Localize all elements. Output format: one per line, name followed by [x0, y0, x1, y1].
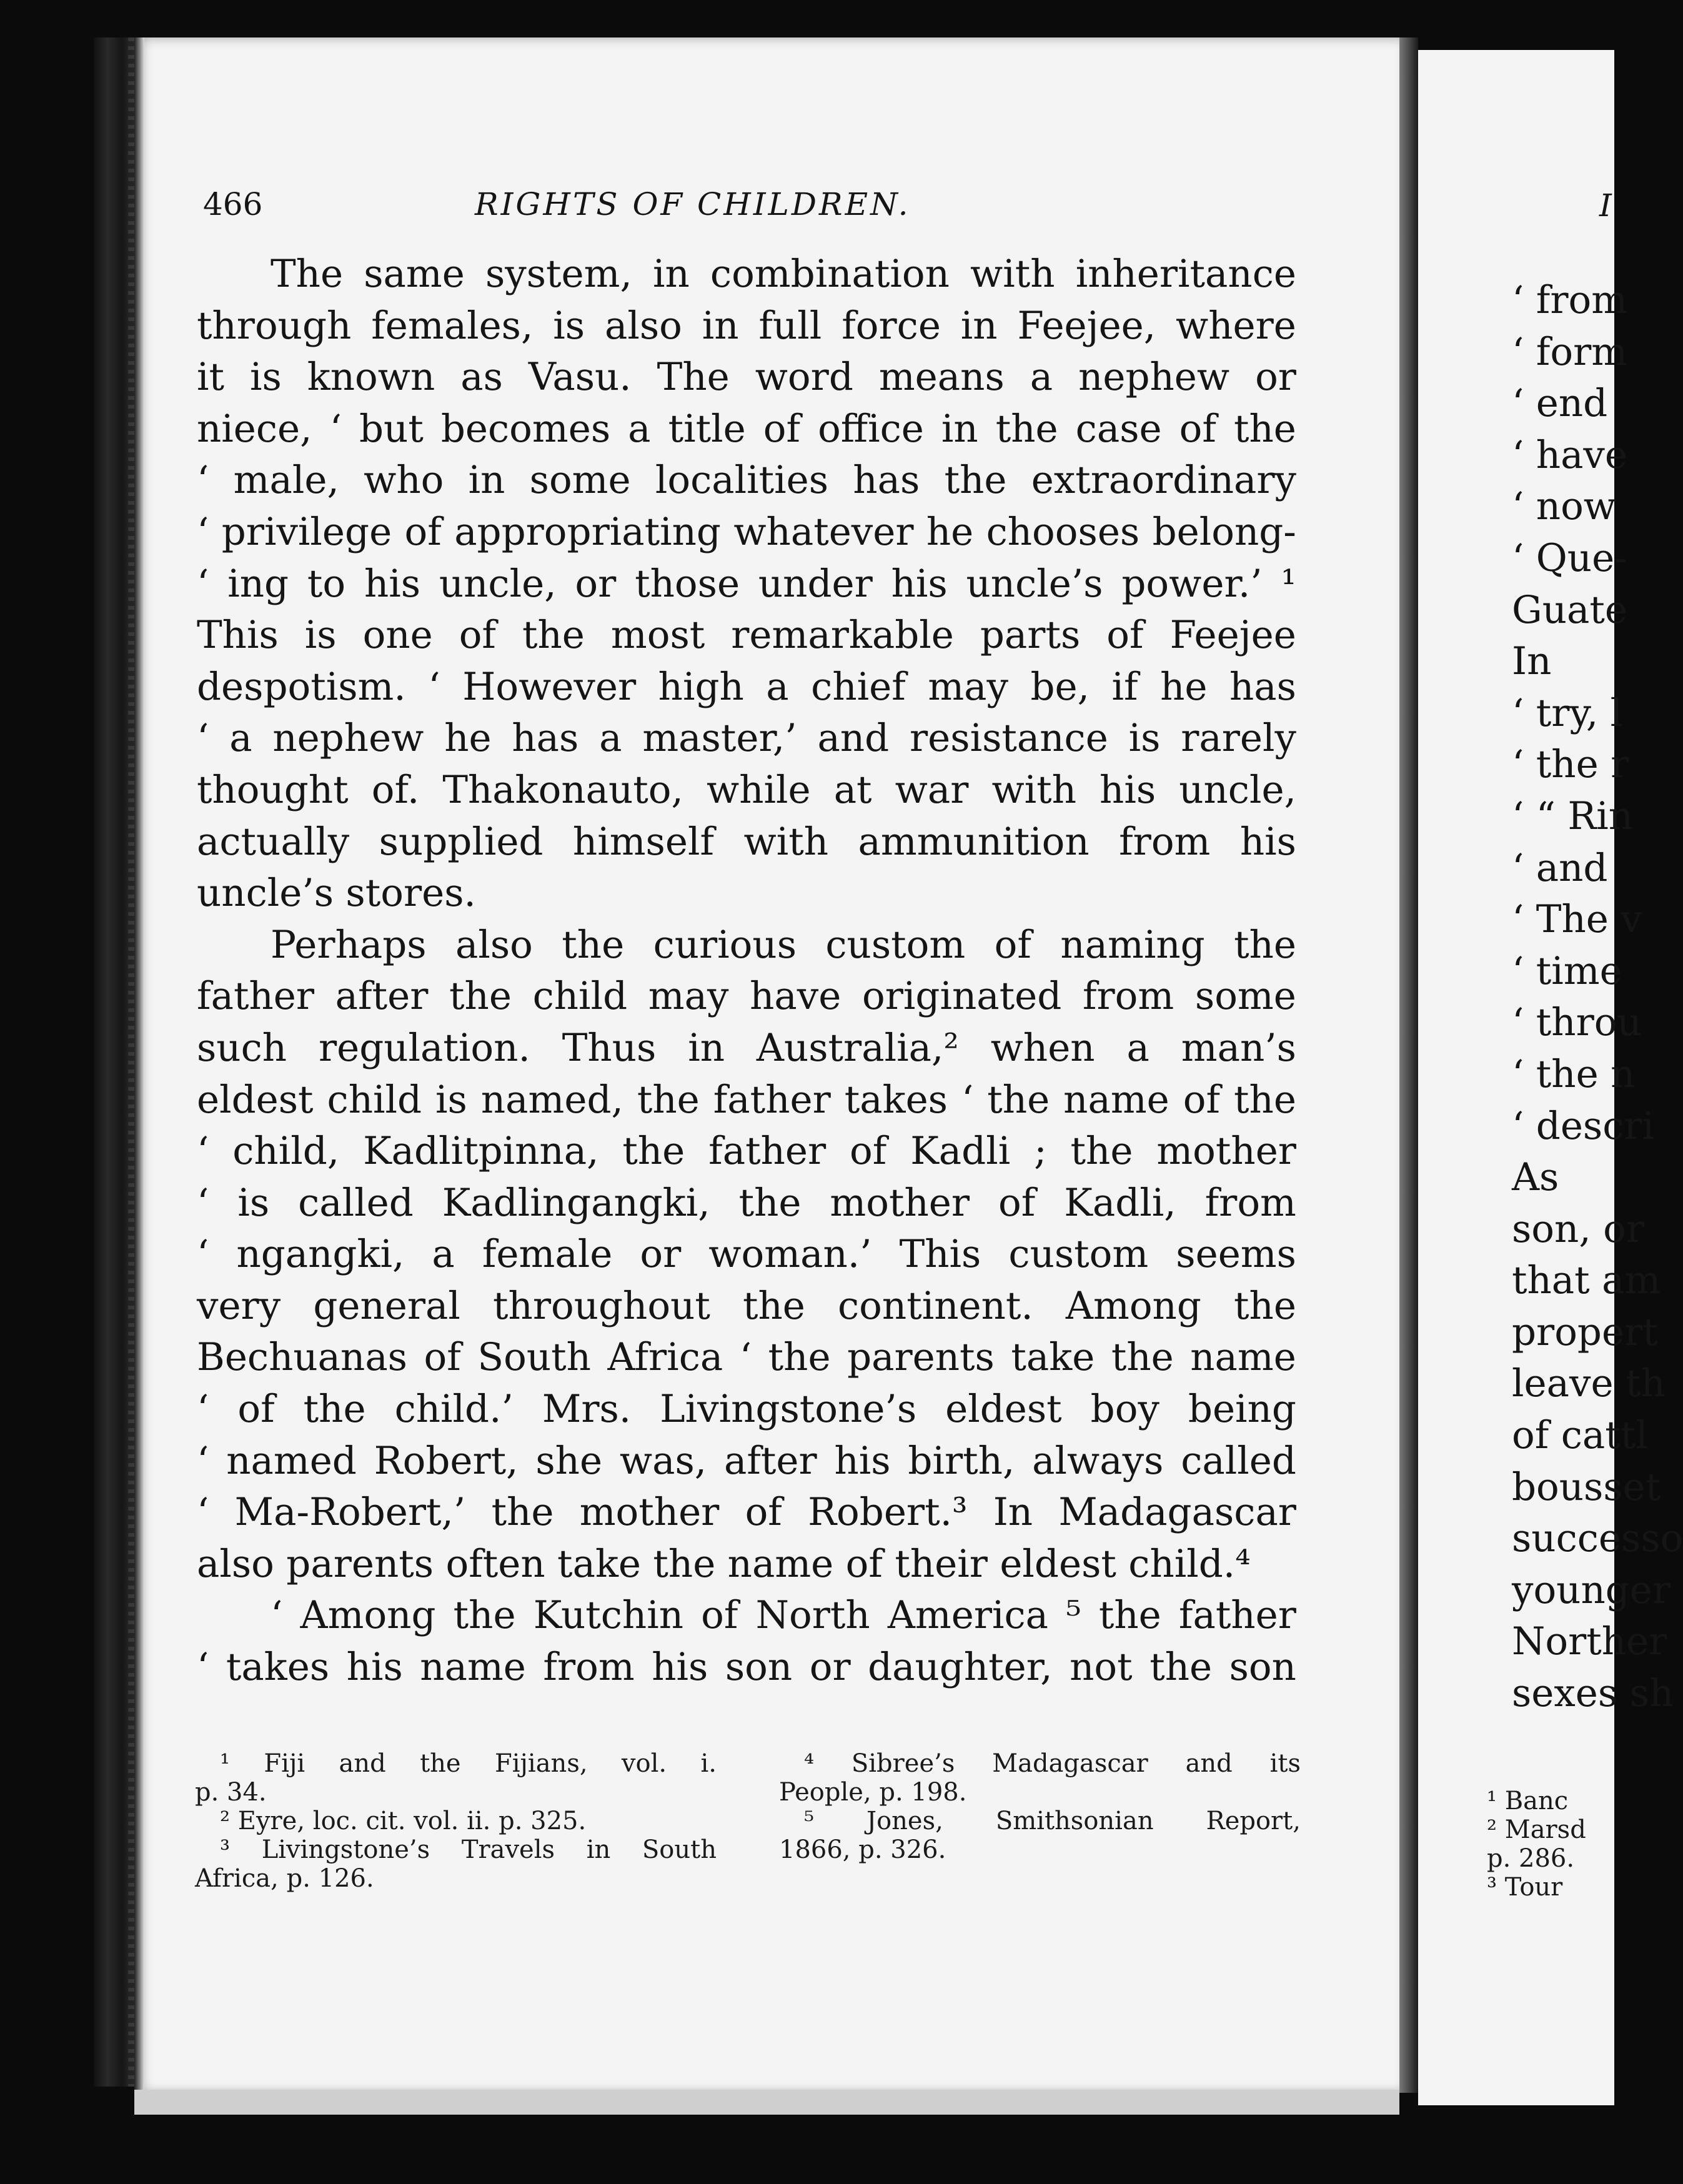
text-line: ‘ child, Kadlitpinna, the father of Kadli ; the mother — [197, 1129, 1296, 1174]
text-line: also parents often take the name of their eldest child.⁴ — [197, 1541, 1251, 1586]
text-line: actually supplied himself with ammunition from his — [197, 819, 1296, 864]
footnote-line: People, p. 198. — [779, 1778, 967, 1807]
right-page-line: ‘ time — [1512, 948, 1622, 993]
right-page-line: of cattl — [1512, 1413, 1648, 1458]
right-page-footnotes — [1487, 1787, 1586, 1902]
right-page-line: ‘ The v — [1512, 897, 1642, 942]
text-line: ‘ a nephew he has a master,’ and resistance is rarely — [197, 716, 1296, 761]
text-line: ‘ Among the Kutchin of North America ⁵ the father — [271, 1593, 1296, 1638]
right-page-header: I — [1599, 187, 1612, 224]
footnote-line: ³ Livingstone’s Travels in South — [220, 1835, 717, 1864]
text-line: ‘ ngangki, a female or woman.’ This custom seems — [197, 1232, 1296, 1277]
book-gutter — [1399, 37, 1418, 2093]
page-bottom-edge — [134, 2090, 1399, 2115]
text-line: thought of. Thakonauto, while at war with his uncle, — [197, 767, 1296, 812]
footnote-column-right — [779, 1749, 1301, 1893]
right-page-line: younger — [1512, 1567, 1671, 1612]
right-page-line: Guate — [1512, 587, 1627, 632]
text-line: The same system, in combination with inheritance — [271, 252, 1296, 296]
right-page-line: bousset — [1512, 1464, 1661, 1509]
right-page-footnote-line: ¹ Banc — [1487, 1787, 1569, 1815]
right-page-line: successo — [1512, 1516, 1683, 1561]
right-page-line: As — [1512, 1155, 1559, 1200]
text-line: ‘ takes his name from his son or daughter, not the son — [197, 1645, 1296, 1690]
footnote-column-left — [195, 1749, 717, 1893]
right-page-line: ‘ “ Rin — [1512, 793, 1634, 838]
right-page-line: son, or — [1512, 1206, 1644, 1251]
footnotes — [195, 1749, 1301, 1893]
text-line: Bechuanas of South Africa ‘ the parents take the name — [197, 1335, 1296, 1380]
body-text — [197, 249, 1296, 1694]
right-page-line: ‘ end — [1512, 381, 1608, 426]
right-page-line: sexes sh — [1512, 1671, 1674, 1716]
text-line: ‘ ing to his uncle, or those under his uncle’s power.’ ¹ — [197, 561, 1296, 606]
footnote-line: ² Eyre, loc. cit. vol. ii. p. 325. — [220, 1807, 587, 1835]
footnote-line: ¹ Fiji and the Fijians, vol. i. — [220, 1749, 717, 1778]
text-line: it is known as Vasu. The word means a nephew or — [197, 355, 1296, 400]
right-page-text — [1512, 275, 1683, 1720]
right-page-line: ‘ from — [1512, 278, 1628, 322]
right-page-footnote-line: ³ Tour — [1487, 1873, 1563, 1902]
text-line: ‘ of the child.’ Mrs. Livingstone’s eldest boy being — [197, 1387, 1296, 1432]
right-page-line: ‘ Que- — [1512, 535, 1627, 580]
right-page-line: ‘ have — [1512, 432, 1627, 477]
right-page-line: Norther — [1512, 1619, 1667, 1664]
right-page-line: ‘ the r — [1512, 742, 1629, 787]
footnote-line: p. 34. — [195, 1778, 267, 1807]
text-line: uncle’s stores. — [197, 871, 476, 916]
text-line: despotism. ‘ However high a chief may be, if he has — [197, 664, 1296, 709]
text-line: ‘ Ma-Robert,’ the mother of Robert.³ In Madagascar — [197, 1490, 1296, 1535]
text-line: eldest child is named, the father takes ‘ the name of the — [197, 1077, 1296, 1122]
right-page-line: ‘ the n — [1512, 1051, 1636, 1096]
right-page-line: ‘ descri — [1512, 1103, 1655, 1148]
text-line: very general throughout the continent. Among the — [197, 1283, 1296, 1328]
right-page-line: ‘ and — [1512, 845, 1608, 890]
right-page-line: ‘ now — [1512, 484, 1617, 529]
running-head: RIGHTS OF CHILDREN. — [475, 186, 911, 222]
text-line: ‘ named Robert, she was, after his birth, always called — [197, 1438, 1296, 1483]
text-line: father after the child may have originated from some — [197, 974, 1296, 1019]
right-page-line: ‘ throu — [1512, 1000, 1642, 1045]
right-page-line: that am — [1512, 1258, 1661, 1303]
page-edge-shadow — [134, 37, 144, 2093]
footnote-line: ⁵ Jones, Smithsonian Report, — [804, 1807, 1301, 1835]
right-page-footnote-line: p. 286. — [1487, 1844, 1575, 1873]
footnote-line: Africa, p. 126. — [195, 1864, 374, 1893]
footnote-line: ⁴ Sibree’s Madagascar and its — [804, 1749, 1301, 1778]
right-page-line: propert — [1512, 1309, 1658, 1354]
text-line: ‘ male, who in some localities has the extraordinary — [197, 458, 1296, 503]
text-line: niece, ‘ but becomes a title of office in the case of the — [197, 406, 1296, 451]
right-page-line: leave th — [1512, 1361, 1666, 1406]
right-page-line: In — [1512, 639, 1552, 684]
text-line: This is one of the most remarkable parts of Feejee — [197, 613, 1296, 658]
page-header — [0, 186, 1614, 230]
text-line: through females, is also in full force in Feejee, where — [197, 303, 1296, 348]
footnote-line: 1866, p. 326. — [779, 1835, 946, 1864]
right-page-footnote-line: ² Marsd — [1487, 1815, 1586, 1844]
text-line: Perhaps also the curious custom of naming the — [271, 922, 1296, 967]
text-line: ‘ privilege of appropriating whatever he chooses belong- — [197, 509, 1296, 554]
text-line: ‘ is called Kadlingangki, the mother of Kadli, from — [197, 1180, 1296, 1225]
right-page-line: ‘ try, l — [1512, 690, 1623, 735]
right-page-line: ‘ form — [1512, 329, 1628, 374]
page-number: 466 — [203, 186, 263, 222]
text-line: such regulation. Thus in Australia,² when a man’s — [197, 1025, 1296, 1070]
